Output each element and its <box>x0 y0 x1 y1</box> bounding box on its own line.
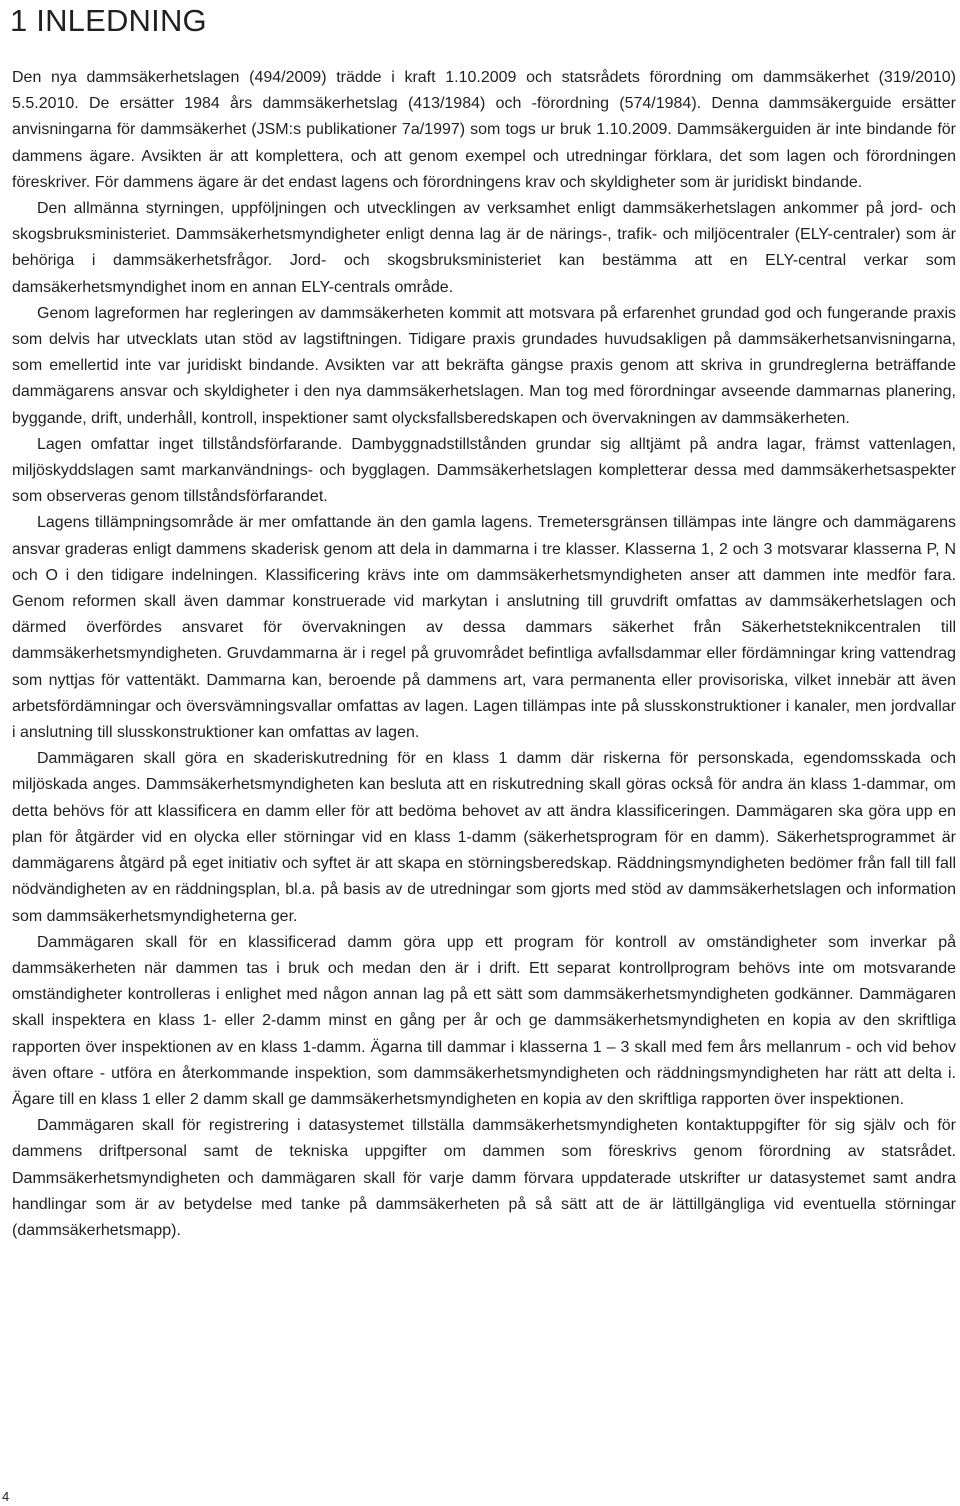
paragraph-registration: Dammägaren skall för registrering i datasystemet tillställa dammsäkerhetsmyndigheten kontaktuppgifter för sig själv och för dammens driftpersonal samt de tekniska uppgifter om dammen som föreskrivs genom förordning av statsrådet. Dammsäkerhetsmyndigheten och dammägaren skall för varje damm förvara uppdaterade utskrifter ur datasystemet samt andra handlingar som är av betydelse med tanke på dammsäkerheten på så sätt att de är lättillgängliga vid eventuella störningar (dammsäkerhetsmapp). <box>12 1117 956 1239</box>
body-text <box>12 65 956 1244</box>
page-number: 4 <box>2 1489 10 1504</box>
paragraph-reform: Genom lagreformen har regleringen av dammsäkerheten kommit att motsvara på erfarenhet grundad god och fungerande praxis som delvis har utvecklats utan stöd av lagstiftningen. Tidigare praxis grundades huvudsakligen på dammsäkerhetsanvisningarna, som emellertid inte var juridiskt bindande. Avsikten var att bekräfta gängse praxis genom att skriva in grundreglerna beträffande dammägarens ansvar och skyldigheter i den nya dammsäkerhetslagen. Man tog med förordningar avseende dammarnas planering, byggande, drift, underhåll, kontroll, inspektioner samt olycksfallsberedskapen och övervakningen av dammsäkerheten. <box>12 304 956 427</box>
paragraph-permits: Lagen omfattar inget tillståndsförfarande. Dambyggnadstillstånden grundar sig alltjämt på andra lagar, främst vattenlagen, miljöskyddslagen samt markanvändnings- och bygglagen. Dammsäkerhetslagen kompletterar dessa med dammsäkerhetsaspekter som observeras genom tillståndsförfarandet. <box>12 435 956 506</box>
chapter-heading: 1 INLEDNING <box>10 3 207 38</box>
paragraph-scope: Lagens tillämpningsområde är mer omfattande än den gamla lagens. Tremetersgränsen tillämpas inte längre och dammägarens ansvar graderas enligt dammens skaderisk genom att dela in dammarna i tre klasser. Klasserna 1, 2 och 3 motsvarar klasserna P, N och O i den tidigare indelningen. Klassificering krävs inte om dammsäkerhetsmyndigheten anser att dammen inte medför fara. Genom reformen skall även dammar konstruerade vid markytan i anslutning till gruvdrift omfattas av dammsäkerhetslagen och därmed överfördes ansvaret för övervakningen av dessa dammars säkerhet från Säkerhetsteknikcentralen till dammsäkerhetsmyndigheten. Gruvdammarna är i regel på gruvområdet befintliga avfallsdammar eller fördämningar kring vattendrag som nyttjas för vattentäkt. Dammarna kan, beroende på dammens art, vara permanenta eller provisoriska, vilket innebär att även arbetsfördämningar och översvämningsvallar omfattas av lagen. Lagen tillämpas inte på slusskonstruktioner i kanaler, men jordvallar i anslutning till slusskonstruktioner kan omfattas av lagen. <box>12 514 956 742</box>
paragraph-governance: Den allmänna styrningen, uppföljningen och utvecklingen av verksamhet enligt dammsäkerhetslagen ankommer på jord- och skogsbruksministeriet. Dammsäkerhetsmyndigheter enligt denna lag är de närings-, trafik- och miljöcentraler (ELY-centraler) som är behöriga i dammsäkerhetsfrågor. Jord- och skogsbruksministeriet kan bestämma att en ELY-central verkar som damsäkerhetsmyndighet inom en annan ELY-centrals område. <box>12 200 956 296</box>
paragraph-inspection: Dammägaren skall för en klassificerad damm göra upp ett program för kontroll av omständigheter som inverkar på dammsäkerheten när dammen tas i bruk och medan den är i drift. Ett separat kontrollprogram behövs inte om motsvarande omständigheter kontrolleras i enlighet med någon annan lag på ett sätt som dammsäkerhetsmyndigheten godkänner. Dammägaren skall inspektera en klass 1- eller 2-damm minst en gång per år och ge dammsäkerhetsmyndigheten en kopia av den skriftliga rapporten över inspektionen av en klass 1-damm. Ägarna till dammar i klasserna 1 – 3 skall med fem års mellanrum - och vid behov även oftare - utföra en återkommande inspektion, som dammsäkerhetsmyndigheten och räddningsmyndigheten har rätt att delta i. Ägare till en klass 1 eller 2 damm skall ge dammsäkerhetsmyndigheten en kopia av den skriftliga rapporten över inspektionen. <box>12 933 956 1108</box>
paragraph-intro: Den nya dammsäkerhetslagen (494/2009) trädde i kraft 1.10.2009 och statsrådets förordning om dammsäkerhet (319/2010) 5.5.2010. De ersätter 1984 års dammsäkerhetslag (413/1984) och -förordning (574/1984). Denna dammsäkerguide ersätter anvisningarna för dammsäkerhet (JSM:s publikationer 7a/1997) som togs ur bruk 1.10.2009. Dammsäkerguiden är inte bindande för dammens ägare. Avsikten är att komplettera, och att genom exempel och utredningar förklara, det som lagen och förordningen föreskriver. För dammens ägare är det endast lagens och förordningens krav och skyldigheter som är juridiskt bindande. <box>12 69 956 191</box>
paragraph-risk-assessment: Dammägaren skall göra en skaderiskutredning för en klass 1 damm där riskerna för personskada, egendomsskada och miljöskada anges. Dammsäkerhetsmyndigheten kan besluta att en riskutredning skall göras också för andra än klass 1-dammar, om detta behövs för att klassificera en damm eller för att bedöma behovet av att ändra klassificeringen. Dammägaren ska göra upp en plan för åtgärder vid en olycka eller störningar vid en klass 1-damm (säkerhetsprogram för en damm). Säkerhetsprogrammet är dammägarens åtgärd på eget initiativ och syftet är att skapa en störningsberedskap. Räddningsmyndigheten bedömer från fall till fall nödvändigheten av en räddningsplan, bl.a. på basis av de utredningar som gjorts med stöd av dammsäkerhetslagen och information som dammsäkerhetsmyndigheterna ger. <box>12 750 956 925</box>
